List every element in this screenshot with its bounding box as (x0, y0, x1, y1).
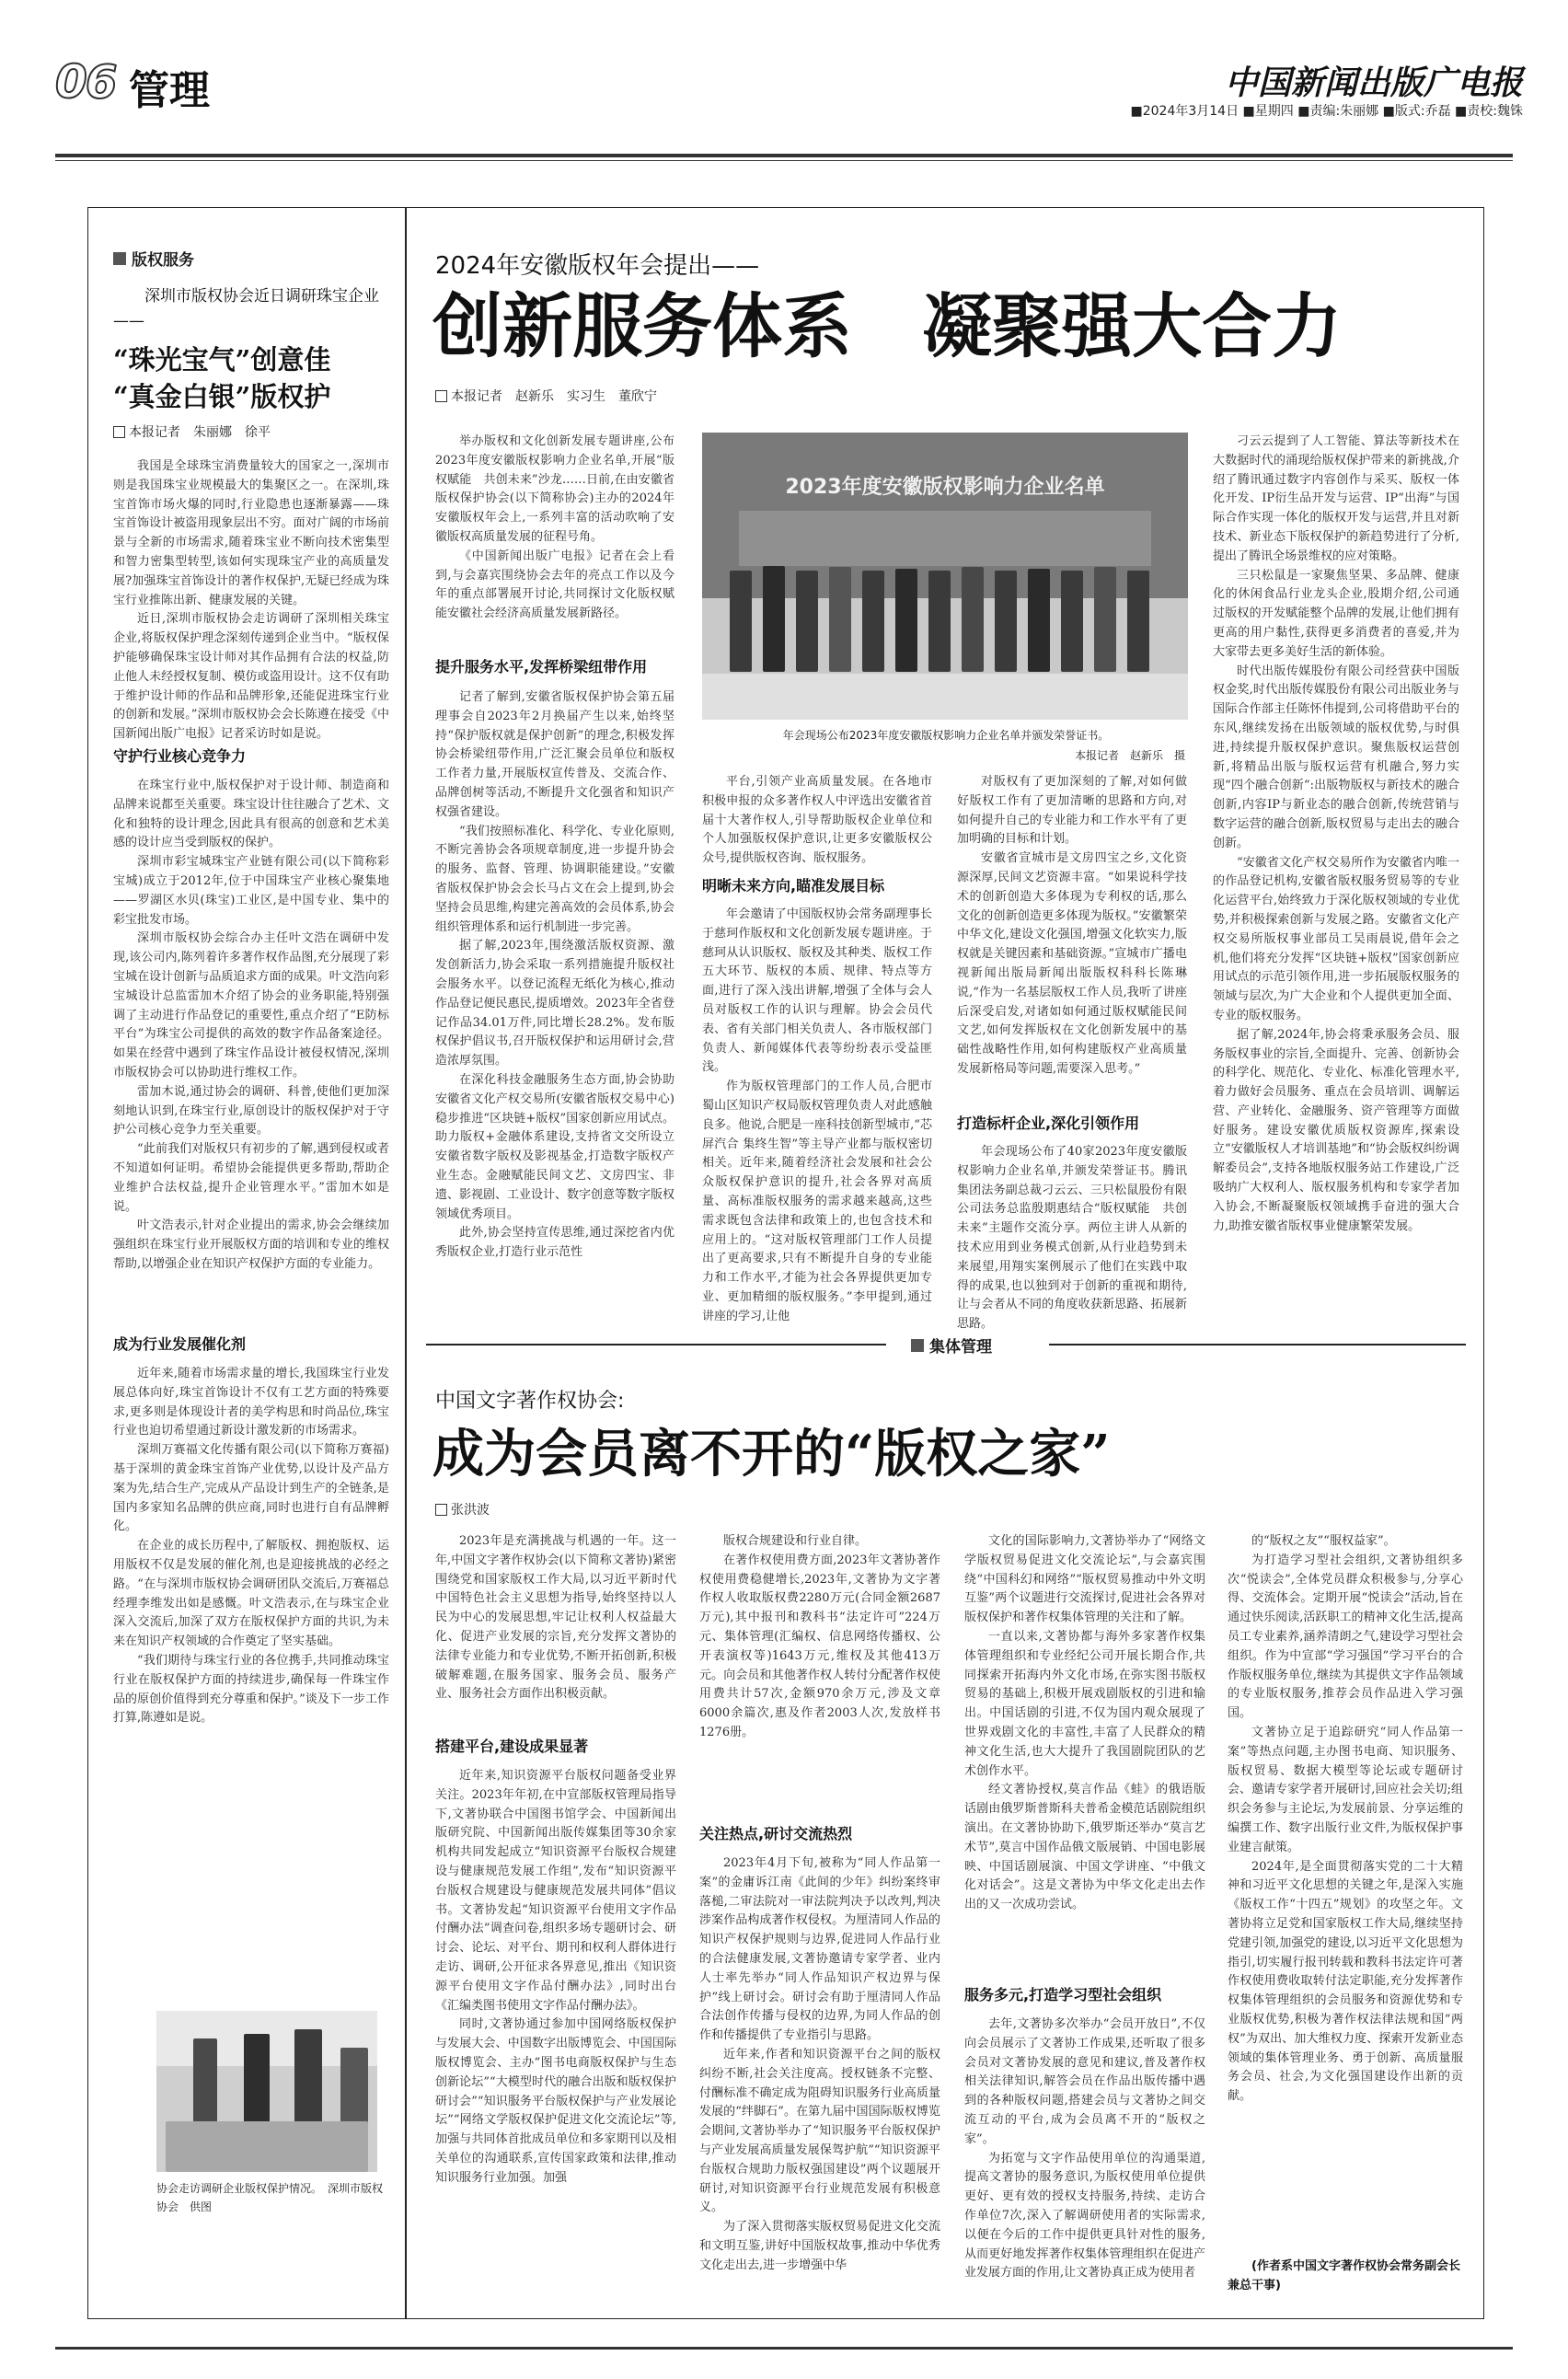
left-intro-para: 我国是全球珠宝消费量较大的国家之一,深圳市则是我国珠宝业规模最大的集聚区之一。在深圳,珠宝首饰市场火爆的同时,行业隐患也逐渐暴露——珠宝首饰设计被盗用现象层出不穷。面对广阔的市场前景与全新的市场需求,随着珠宝业不断向技术密集型和智力密集型转型,该如何实现珠宝产业的高质量发展?加强珠宝首饰设计的著作权保护,无疑已经成为珠宝行业推陈出新、健康发展的关键。 (113, 459, 389, 607)
bottom-subhead-1: 搭建平台,建设成果显著 (435, 1738, 589, 1755)
left-sec1-para: 叶文浩表示,针对企业提出的需求,协会会继续加强组织在珠宝行业开展版权方面的培训和专业的维权帮助,以增强企业在知识产权保护方面的专业能力。 (113, 1218, 389, 1271)
header-rule-thin (55, 160, 1513, 161)
top-col2-para: 平台,引领产业高质量发展。在各地市积极申报的众多著作权人中评选出安徽省首届十大著作权人,引导帮助版权企业单位和个人加强版权保护意识,让更多安徽版权公众号,提供版权咨询、版权服务。 (702, 775, 932, 866)
bottom-byline-text: 张洪波 (451, 1503, 490, 1518)
issue-weekday: 星期四 (1254, 104, 1294, 119)
top-kicker: 2024年安徽版权年会提出—— (435, 252, 760, 280)
top-subhead-2: 明晰未来方向,瞄准发展目标 (702, 877, 885, 895)
top-subhead-3: 打造标杆企业,深化引领作用 (957, 1114, 1140, 1132)
top-col2-top (702, 773, 932, 869)
top-col1-para: 此外,协会坚持宣传思维,通过深挖省内优秀版权企业,打造行业示范性 (435, 1226, 674, 1260)
bottom-subhead-2: 关注热点,研讨交流热烈 (699, 1825, 853, 1842)
bottom-col3-para: 为拓宽与文字作品使用单位的沟通渠道,提高文著协的服务意识,为版权使用单位提供更好、更有效的授权支持服务,持续、走访合作单位7次,深入了解调研使用者的实际需求,以便在今后的工作中提供更具针对性的服务,从而更好地发挥著作权集体管理组织在促进产业发展方面的作用,让文著协真正成为使用者 (964, 2151, 1205, 2281)
bottom-col2-para: 为了深入贯彻落实版权贸易促进文化交流和文明互鉴,讲好中国版权故事,推动中华优秀文化走出去,进一步增强中华 (699, 2220, 940, 2272)
byline-box-icon (435, 390, 447, 402)
top-col1-intro (435, 433, 674, 651)
bottom-col3-para: 经文著协授权,莫言作品《蛙》的俄语版话剧由俄罗斯普斯科夫普希金模范话剧院组织演出。在文著协协助下,俄罗斯还举办“莫言艺术节”,莫言中国作品俄文版展销、中国电影展映、中国话剧展演、中国文学讲座、“中俄文化对话会”。这是文著协为中华文化走出去作出的又一次成功尝试。 (964, 1783, 1205, 1912)
header-rule (55, 154, 1513, 157)
top-col3-para: 安徽省宣城市是文房四宝之乡,文化资源深厚,民间文艺资源丰富。“如果说科学技术的创新创造大多体现为专利权的话,那么文化的创新创造更多体现为版权。”安徽繁荣中华文化,建设文化强国,增强文化软实力,版权就是关键因素和基础资源。”宣城市广播电视新闻出版局新闻出版版权科科长陈琳说,“作为一名基层版权工作人员,我听了讲座后深受启发,对诸如如何通过版权赋能民间文艺,如何发挥版权在文化创新发展中的基础性战略性作用,如何构建版权产业高质量发展新格局等问题,需要深入思考。” (957, 851, 1187, 1076)
bottom-col4-para: 2024年,是全面贯彻落实党的二十大精神和习近平文化思想的关键之年,是深入实施《版权工作“十四五”规划》的攻坚之年。文著协将立足党和国家版权工作大局,继续坚持党建引领,加强党的建设,以习近平文化思想为指引,切实履行报刊转载和教科书法定许可著作权使用费收取转付法定职能,充分发挥著作权集体管理组织的会员服务和资源优势和专业版权优势,积极为著作权法律法规和国“两权”为双出、加大维权力度、探索开发新业态领域的集体管理业务、勇于创新、高质量服务会员、社会,为文化强国建设作出新的贡献。 (1228, 1859, 1463, 2104)
left-intro-para: 近日,深圳市版权协会走访调研了深圳相关珠宝企业,将版权保护理念深刻传递到企业当中。“版权保护能够确保珠宝设计师对其作品拥有合法的权益,防止他人未经授权复制、模仿或盗用设计。这不仅有助于维护设计师的作品和品牌形象,还能促进珠宝行业的创新和发展。”深圳市版权协会会长陈遵在接受《中国新闻出版广电报》记者采访时如是说。 (113, 612, 389, 742)
top-subhead-1: 提升服务水平,发挥桥梁纽带作用 (435, 658, 648, 676)
top-col1-para: 据了解,2023年,围绕激活版权资源、激发创新活力,协会采取一系列措施提升版权社会服务水平。以登记流程无纸化为核心,推动作品登记便民惠民,提质增效。2023年全省登记作品34.01万件,同比增长28.2%。发布版权保护倡议书,召开版权保护和运用研讨会,营造浓厚氛围。 (435, 939, 674, 1068)
bottom-col1-para: 同时,文著协通过参加中国网络版权保护与发展大会、中国数字出版博览会、中国国际版权博览会、主办“图书电商版权保护与生态创新论坛”“大模型时代的融合出版和版权保护研讨会”“知识服务平台版权保护与产业发展论坛”“网络文学版权保护促进文化交流论坛”等,加强与共同体首批成员单位和多家期刊以及相关单位的沟通联系,宣传国家政策和法律,推动知识服务行业加强。加强 (435, 2017, 676, 2185)
ceremony-banner-text: 2023年度安徽版权影响力企业名单 (785, 476, 1105, 499)
top-col3-para: 对版权有了更加深刻的了解,对如何做好版权工作有了更加清晰的思路和方向,对如何提升自己的专业能力和工作水平有了更加明确的目标和计划。 (957, 775, 1187, 847)
bottom-col2-para: 版权合规建设和行业自律。 (723, 1534, 868, 1548)
left-sec2-para: 深圳万赛福文化传播有限公司(以下简称万赛福)基于深圳的黄金珠宝首饰产业优势,以设计及产品方案为先,结合生产,完成从产品设计到生产的全链条,是国内多家知名品牌的供应商,同时也进行自有品牌孵化。 (113, 1443, 389, 1534)
jewelry-photo-caption: 协会走访调研企业版权保护情况。 深圳市版权协会 供图 (156, 2182, 384, 2213)
left-kicker: 深圳市版权协会近日调研珠宝企业—— (113, 287, 379, 330)
top-col1-para: 记者了解到,安徽省版权保护协会第五届理事会自2023年2月换届产生以来,始终坚持“保护版权就是保护创新”的理念,积极发挥协会桥梁纽带作用,广泛汇聚会员单位和版权工作者力量,开展版权宣传普及、交流合作、品牌创树等活动,不断提升文化强省和知识产权强省建设。 (435, 690, 674, 819)
top-col1-para: 举办版权和文化创新发展专题讲座,公布2023年度安徽版权影响力企业名单,开展“版权赋能 共创未来”沙龙……日前,在由安徽省版权保护协会(以下简称协会)主办的2024年安徽版权年会上,一系列丰富的活动吹响了安徽版权高质量发展的征程号角。 (435, 434, 674, 544)
bottom-col3-para: 去年,文著协多次举办“会员开放日”,不仅向会员展示了文著协工作成果,还听取了很多会员对文著协发展的意见和建议,普及著作权相关法律知识,解答会员在作品出版传播中遇到的各种版权问题,搭建会员与文著协之间交流互动的平台,成为会员离不开的“版权之家”。 (964, 2017, 1205, 2146)
page-header (55, 55, 1523, 120)
top-byline (435, 387, 657, 405)
top-byline-text: 本报记者 赵新乐 实习生 董欣宁 (451, 389, 657, 404)
top-col1-para: 《中国新闻出版广电报》记者在会上看到,与会嘉宾围绕协会去年的亮点工作以及今年的重点部署展开讨论,共同探讨文化版权赋能安徽社会经济高质量发展新路径。 (435, 549, 674, 621)
top-col4-para: 据了解,2024年,协会将秉承服务会员、服务版权事业的宗旨,全面提升、完善、创新协会的科学化、规范化、专业化、标准化管理水平,着力做好会员服务、重点在会员培训、调解运营、产业转化、金融服务、资产管理等方面做好服务。建设安徽优质版权资源库,探索设立“安徽版权人才培训基地”和“协会版权纠纷调解委员会”,支持各地版权服务站工作建设,广泛吸纳广大权利人、版权服务机构和专家学者加入协会,不断凝聚版权领域携手奋进的强大合力,助推安徽省版权事业健康繁荣发展。 (1213, 1027, 1459, 1233)
left-sec2-para: 在企业的成长历程中,了解版权、拥抱版权、运用版权不仅是发展的催化剂,也是迎接挑战的必经之路。“在与深圳市版权协会调研团队交流后,万赛福总经理李维发出如是感慨。叶文浩表示,在与珠宝企业深入交流后,加深了双方在版权保护方面的共识,为未来在知识产权领域的合作奠定了坚实基础。 (113, 1539, 389, 1649)
bottom-col3-para: 文化的国际影响力,文著协举办了“网络文学版权贸易促进文化交流论坛”,与会嘉宾围绕“中国科幻和网络”“版权贸易推动中外文明互鉴”两个议题进行交流探讨,促进社会各界对版权保护和著作权集体管理的关注和了解。 (964, 1534, 1205, 1625)
left-article (113, 247, 389, 1777)
collective-divider-right (1049, 1344, 1466, 1345)
top-col2-body (702, 906, 932, 1371)
proof-credit: 责校:魏铢 (1467, 104, 1523, 119)
top-col1-body (435, 688, 674, 1371)
left-byline-text: 本报记者 朱丽娜 徐平 (129, 425, 271, 440)
left-headline-line1: “珠光宝气”创意佳 (113, 344, 331, 375)
bottom-headline: 成为会员离不开的“版权之家” (432, 1424, 1111, 1484)
top-col3-para: 年会现场公布了40家2023年度安徽版权影响力企业名单,并颁发荣誉证书。腾讯集团法务副总裁刁云云、三只松鼠股份有限公司法务总监殷期惠结合“版权赋能 共创未来”主题作交流分享。两位主讲人从新的技术应用到业务模式创新,从行业趋势到未来展望,用翔实案例展示了他们在实践中取得的成果,也以独到对于创新的重视和期待,让与会者从不同的角度收获新思路、拓展新思路。 (957, 1145, 1187, 1332)
left-headline-line2: “真金白银”版权护 (113, 381, 331, 412)
top-col1-para: “我们按照标准化、科学化、专业化原则,不断完善协会各项规章制度,进一步提升协会的服务、监督、管理、协调职能建设。”安徽省版权保护协会会长马占文在会上提到,协会坚持会员思维,构建完善高效的会员体系,协会组织管理体系和运行机制进一步完善。 (435, 824, 674, 934)
top-col4 (1213, 433, 1459, 1371)
bottom-byline (435, 1500, 490, 1519)
left-intro (113, 457, 389, 742)
collective-divider-left (426, 1344, 886, 1345)
award-ceremony-photo-img (702, 433, 1188, 720)
left-sec1-para: 深圳市彩宝城珠宝产业链有限公司(以下简称彩宝城)成立于2012年,位于中国珠宝产业核心聚集地——罗湖区水贝(珠宝)工业区,是中国专业、集中的彩宝批发市场。 (113, 855, 389, 927)
left-sec1-para: “此前我们对版权只有初步的了解,遇到侵权或者不知道如何证明。希望协会能提供更多帮助,帮助企业维护合法权益,提升企业管理水平。”雷加木如是说。 (113, 1142, 389, 1214)
top-col2-para: 作为版权管理部门的工作人员,合肥市蜀山区知识产权局版权管理负责人对此感触良多。他说,合肥是一座科技创新型城市,“芯屏汽合 集终生智”等主导产业都与版权密切相关。近年来,随着经济社会发展和社会公众版权保护意识的提升,社会各界对高质量、高标准版权服务的需求越来越高,这些需求既包含法律和政策上的,也包含技术和应用上的。“这对版权管理部门工作人员提出了更高要求,只有不断提升自身的专业能力和工作水平,才能为社会各界提供更加专业、更加精细的版权服务。”李甲提到,通过讲座的学习,让他 (702, 1080, 932, 1323)
left-column-divider (405, 207, 407, 2319)
editor-credit: 责编:朱丽娜 (1309, 104, 1379, 119)
column-tag-collective-management (911, 1334, 992, 1357)
bottom-col1-body (435, 1767, 676, 2301)
author-note: (作者系中国文字著作权协会常务副会长兼总干事) (1228, 2259, 1460, 2292)
bottom-col3-para: 一直以来,文著协都与海外多家著作权集体管理组织和专业经纪公司开展长期合作,共同探索开拓海内外文化市场,在弥实图书版权贸易的基础上,积极开展戏剧版权的引进和输出。中国话剧的引进,不仅为国内观众展现了世界戏剧文化的丰富性,丰富了人民群众的精神文化生活,也大大提升了我国剧院团队的艺术创作水平。 (964, 1629, 1205, 1778)
left-sec2-para: 近年来,随着市场需求量的增长,我国珠宝行业发展总体向好,珠宝首饰设计不仅有工艺方面的特殊要求,更多则是体现设计者的美学构思和时尚品位,珠宝行业也迫切希望通过新设计激发新的市场需求。 (113, 1367, 389, 1438)
tag-square-icon (911, 1339, 924, 1352)
left-sec1-para: 雷加木说,通过协会的调研、科普,使他们更加深刻地认识到,在珠宝行业,原创设计的版权保护对于守护公司核心竞争力至关重要。 (113, 1084, 389, 1138)
left-sec2-para: “我们期待与珠宝行业的各位携手,共同推动珠宝行业在版权保护方面的持续进步,确保每一件珠宝作品的原创价值得到充分尊重和保护。”谈及下一步工作打算,陈遵如是说。 (113, 1653, 389, 1726)
left-byline (113, 422, 389, 441)
left-section-2 (113, 1365, 389, 1777)
bottom-rule (55, 2347, 1513, 2350)
section-title: 管理 (129, 67, 210, 114)
bottom-col2-para: 近年来,作者和知识资源平台之间的版权纠纷不断,社会关注度高。授权链条不完整、付酬标准不确定成为阻碍知识服务行业高质量发展的“绊脚石”。在第九届中国国际版权博览会期间,文著协举办了“知识服务平台版权保护与产业发展高质量发展保驾护航”“知识资源平台版权合规助力版权强国建设”两个议题展开研讨,对知识资源平台行业规范发展有积极意义。 (699, 2047, 940, 2215)
bottom-col1-para: 2023年是充满挑战与机遇的一年。这一年,中国文字著作权协会(以下简称文著协)紧密围绕党和国家版权工作大局,以习近平新时代中国特色社会主义思想为指导,始终坚持以人民为中心的发展思想,牢记让权利人权益最大化、促进产业发展的宗旨,充分发挥文著协的法律专业能力和专业优势,不断开拓创新,积极破解难题,在服务国家、服务会员、服务产业、服务社会方面作出积极贡献。 (435, 1534, 676, 1702)
top-col4-para: 三只松鼠是一家聚焦坚果、多品牌、健康化的休闲食品行业龙头企业,股期介绍,公司通过版权的开发赋能整个品牌的发展,让他们拥有更高的用户黏性,获得更多消费者的喜爱,并为大家带去更多美好生活的新体验。 (1213, 568, 1459, 659)
award-photo-credit: 本报记者 赵新乐 摄 (1074, 749, 1185, 762)
left-subhead-2: 成为行业发展催化剂 (113, 1335, 247, 1353)
collective-tag-label: 集体管理 (929, 1338, 992, 1357)
top-col3-top (957, 773, 1187, 1104)
column-tag-label: 版权服务 (132, 251, 194, 270)
bottom-col4 (1228, 1532, 1463, 2250)
left-sec1-para: 在珠宝行业中,版权保护对于设计师、制造商和品牌来说都至关重要。珠宝设计往往融合了艺术、文化和独特的设计理念,因此具有很高的创意和艺术美感的设计应当受到版权的保护。 (113, 779, 389, 850)
bottom-col2-para: 在著作权使用费方面,2023年文著协著作权使用费稳健增长,2023年,文著协为文字著作权人收取版权费2280万元(合同金额2687万元),其中报刊和教科书“法定许可”224万元、集体管理(汇编权、信息网络传播权、公开表演权等)1643万元,维权及其他413万元。向会员和其他著作权人转付分配著作权使用费共计57次,金额970余万元,涉及文章6000余篇次,惠及作者2003人次,发放样书1276册。 (699, 1553, 940, 1739)
column-tag-copyright-service (113, 247, 389, 270)
left-sec1-para: 深圳市版权协会综合办主任叶文浩在调研中发现,该公司内,陈列着许多著作权作品图,充分展现了彩宝城在设计创新与品质追求方面的成果。叶文浩向彩宝城设计总监雷加木介绍了协会的业务职能,特别强调了主动进行作品登记的重要性,重点介绍了“E防标平台”为珠宝公司提供的高效的数字作品备案途径。如果在经营中遇到了珠宝作品设计被侵权情况,深圳市版权协会可以协助进行维权工作。 (113, 931, 389, 1080)
left-section-1 (113, 777, 389, 1320)
header-meta: ■2024年3月14日 ■星期四 ■责编:朱丽娜 ■版式:乔磊 ■责校:魏铢 (1130, 104, 1523, 119)
issue-date: 2024年3月14日 (1142, 104, 1239, 119)
jewelry-visit-photo (156, 2011, 377, 2172)
bottom-col4-para: 文著协立足于追踪研究“同人作品第一案”等热点问题,主办图书电商、知识服务、版权贸易、数据大模型等论坛或专题研讨会、邀请专家学者开展研讨,回应社会关切;组织会务参与主论坛,为发展前景、分享运维的编撰工作、数字出版行业文件,为版权保护事业建言献策。 (1228, 1725, 1463, 1854)
top-col2-para: 年会邀请了中国版权协会常务副理事长于慈珂作版权和文化创新发展专题讲座。于慈珂从认识版权、版权及其种类、版权工作五大环节、版权的本质、规律、特点等方面,进行了深入浅出讲解,增强了全体与会人员对版权工作的认识与理解。协会会员代表、省有关部门相关负责人、各市版权部门负责人、新闻媒体代表等纷纷表示受益匪浅。 (702, 907, 932, 1075)
award-photo-caption: 年会现场公布2023年度安徽版权影响力企业名单并颁发荣誉证书。 (782, 729, 1110, 742)
bottom-kicker: 中国文字著作权协会: (435, 1390, 625, 1413)
top-col4-para: 刁云云提到了人工智能、算法等新技术在大数据时代的涌现给版权保护带来的新挑战,介绍了腾讯通过数字内容创作与采买、版权一体化开发、IP衍生品开发与运营、IP“出海”与国际合作实现一体化的版权开发与运营,并且对新技术、新业态下版权保护的新趋势进行了分析,提出了腾讯全场景维权的应对策略。 (1213, 434, 1459, 563)
bottom-col2-para: 2023年4月下旬,被称为“同人作品第一案”的金庸诉江南《此间的少年》纠纷案终审落槌,二审法院对一审法院判决予以改判,判决涉案作品构成著作权侵权。为厘清同人作品的知识产权保护规则与边界,促进同人作品行业的合法健康发展,文著协邀请专家学者、业内人士率先举办“同人作品知识产权边界与保护”线上研讨会。研讨会有助于厘清同人作品合法创作传播与侵权的边界,为同人作品的创作和传播提供了专业指引与思路。 (699, 1856, 940, 2043)
left-subhead-1: 守护行业核心竞争力 (113, 747, 247, 765)
bottom-col1-para: 近年来,知识资源平台版权问题备受业界关注。2023年年初,在中宣部版权管理局指导下,文著协联合中国图书馆学会、中国新闻出版研究院、中国新闻出版传媒集团等30余家机构共同发起成立“知识资源平台版权合规建设与健康规范发展工作组”,发布“知识资源平台版权合规建设与健康规范发展共同体”倡议书。文著协发起“知识资源平台使用文字作品付酬办法”调查问卷,组织多场专题研讨会、研讨会、论坛、对平台、期刊和权利人群体进行走访、调研,公开征求各界意见,推出《知识资源平台使用文字作品付酬办法》,同时出台《汇编类图书使用文字作品付酬办法》。 (435, 1769, 676, 2013)
top-headline: 创新服务体系 凝聚强大合力 (432, 285, 1342, 367)
bottom-col2-body (699, 1854, 940, 2301)
tag-square-icon (113, 252, 126, 265)
bottom-subhead-3: 服务多元,打造学习型社会组织 (964, 1986, 1162, 2004)
masthead-logo: 中国新闻出版广电报 (1224, 64, 1523, 102)
page-number: 06 (55, 55, 116, 109)
top-col4-para: “安徽省文化产权交易所作为安徽省内唯一的作品登记机构,安徽省版权服务贸易等的专业化运营平台,始终致力于深化版权领域的专业优势,并积极探索创新与发展之路。安徽省文化产权交易所版权事业部员工吴雨晨说,借年会之机,他们将充分发挥“区块链+版权”国家创新应用试点的示范引领作用,进一步拓展版权服务的领域与层次,为广大企业和个人提供更加全面、专业的版权服务。 (1213, 855, 1459, 1022)
bottom-col2-top (699, 1532, 940, 1814)
top-col4-para: 时代出版传媒股份有限公司经营获中国版权金奖,时代出版传媒股份有限公司出版业务与国际合作部主任陈怀伟提到,公司将借助平台的东风,继续发扬在出版领域的版权优势,与时俱进,持续提升版权保护意识。聚焦版权运营创新,将精品出版与版权运营有机融合,努力实现“四个融合创新”:出版物版权与新技术的融合创新,内容IP与新业态的融合创新,传统营销与数字运营的融合创新,版权贸易与走出去的融合创新。 (1213, 664, 1459, 850)
bottom-col1-intro (435, 1532, 676, 1727)
top-col1-para: 在深化科技金融服务生态方面,协会协助安徽省文化产权交易所(安徽省版权交易中心)稳步推进“区块链+版权”国家创新应用试点。助力版权+金融体系建设,支持省文交所设立安徽省数字版权及影视基金,打造数字版权产业生态。金融赋能民间文艺、文房四宝、非遗、影视剧、工业设计、数字创意等数字版权领域优秀项目。 (435, 1072, 675, 1221)
bottom-col4-para: 的“版权之友”“服权益家”。 (1251, 1534, 1396, 1548)
byline-box-icon (435, 1504, 447, 1516)
bottom-col4-para: 为打造学习型社会组织,文著协组织多次“悦读会”,全体党员群众积极参与,分享心得、交流体会。定期开展“悦读会”活动,旨在通过快乐阅读,活跃职工的精神文化生活,提高员工专业素养,涵养清朗之气,建设学习型社会组织。作为中宣部“学习强国”学习平台的合作版权服务单位,继续为其提供文字作品领域的专业版权服务,推荐会员作品进入学习强国。 (1228, 1553, 1463, 1721)
designer-credit: 版式:乔磊 (1394, 104, 1451, 119)
byline-box-icon (113, 426, 125, 438)
bottom-col3-top (964, 1532, 1205, 1976)
bottom-col3-body (964, 2015, 1205, 2301)
